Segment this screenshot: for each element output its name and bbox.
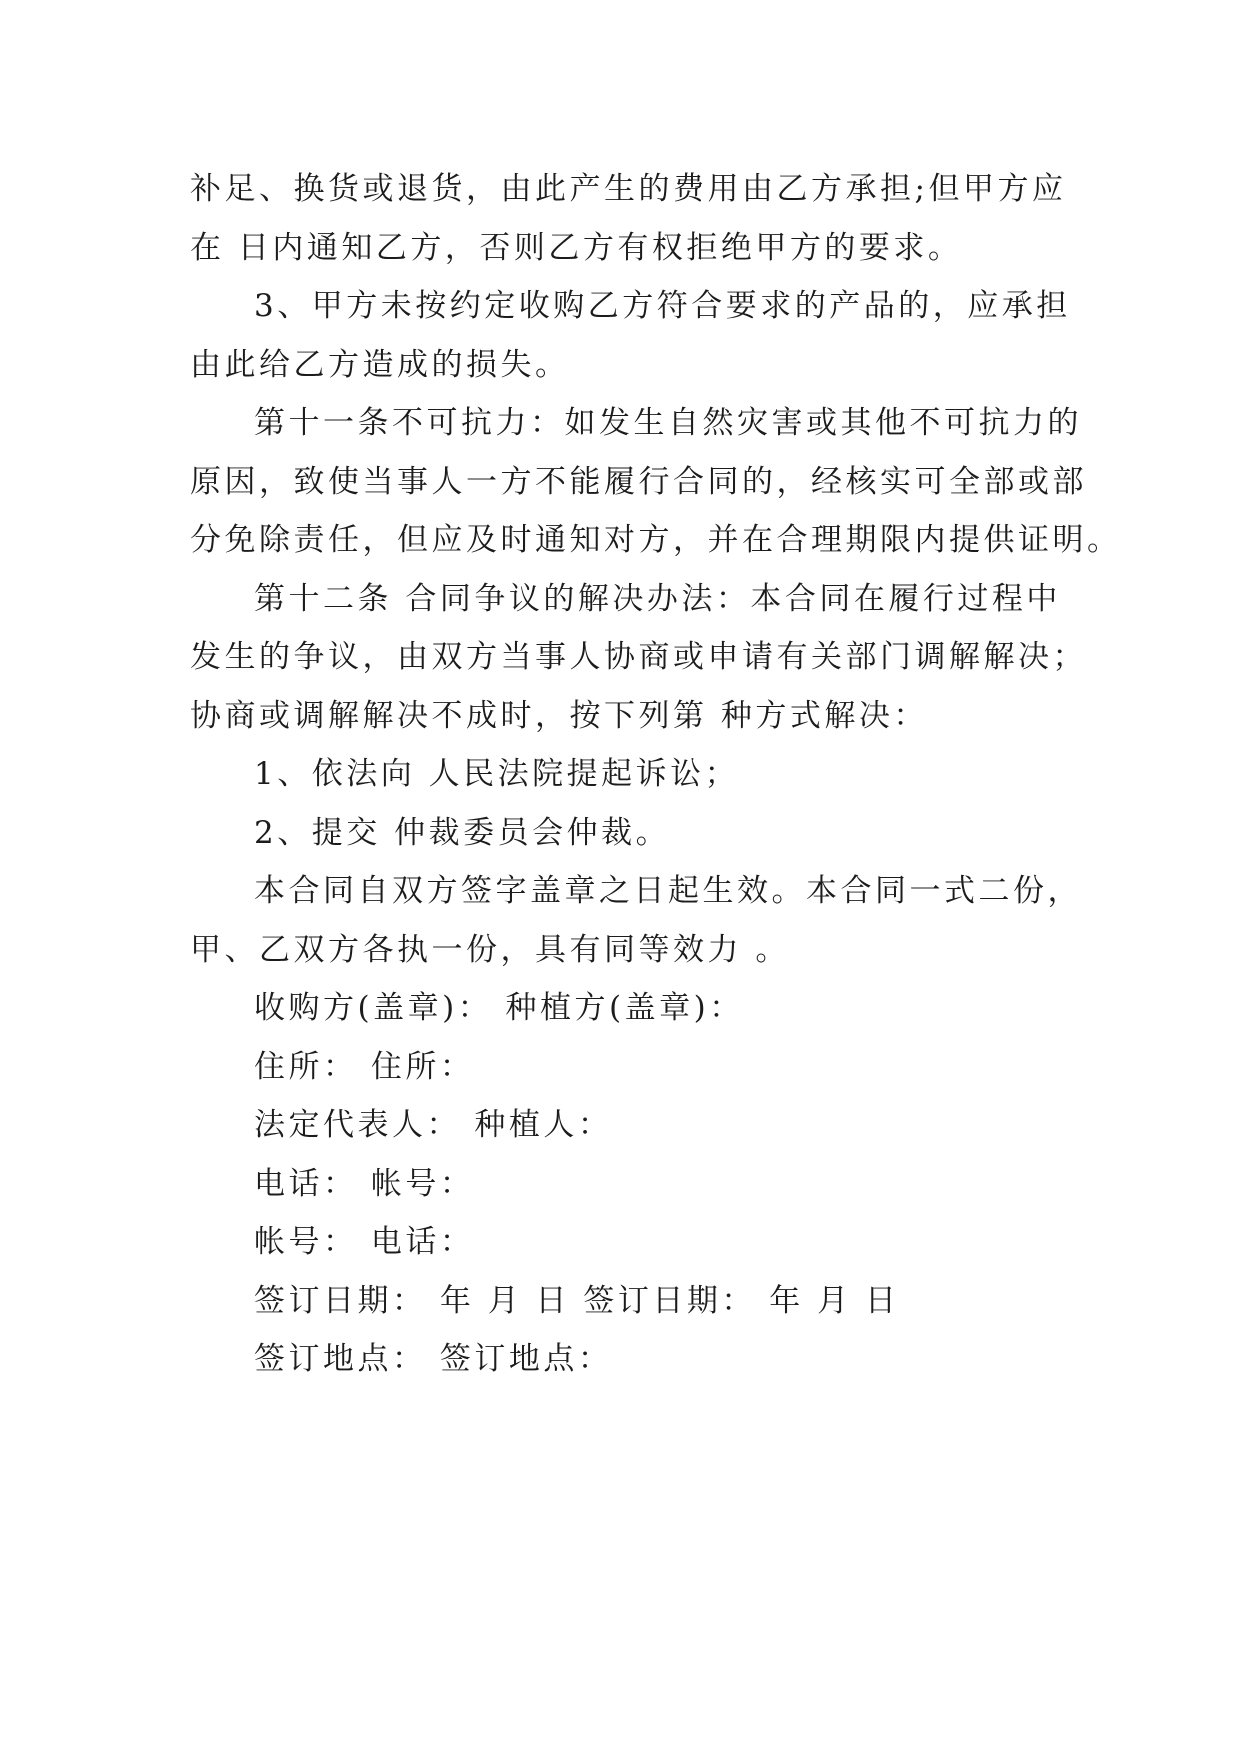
text-line: 补足、换货或退货，由此产生的费用由乙方承担;但甲方应 bbox=[190, 171, 1067, 207]
text-line: 协商或调解解决不成时，按下列第 种方式解决： bbox=[190, 697, 928, 734]
text-line: 本合同自双方签字盖章之日起生效。本合同一式二份， bbox=[254, 873, 1082, 909]
signature-line: 收购方(盖章)： 种植方(盖章)： bbox=[254, 990, 744, 1026]
text-line: 由此给乙方造成的损失。 bbox=[190, 346, 570, 383]
text-line: 在 日内通知乙方，否则乙方有权拒绝甲方的要求。 bbox=[190, 229, 963, 266]
text-line: 第十二条 合同争议的解决办法：本合同在履行过程中 bbox=[254, 580, 1061, 617]
signature-line: 住所： 住所： bbox=[254, 1048, 475, 1085]
signature-line: 电话： 帐号： bbox=[254, 1165, 475, 1202]
text-line: 3、甲方未按约定收购乙方符合要求的产品的，应承担 bbox=[254, 288, 1071, 324]
text-line: 发生的争议，由双方当事人协商或申请有关部门调解解决； bbox=[190, 639, 1087, 675]
text-line: 原因，致使当事人一方不能履行合同的，经核实可全部或部 bbox=[190, 463, 1087, 500]
signature-line: 签订地点： 签订地点： bbox=[254, 1341, 613, 1377]
contract-text bbox=[190, 160, 1122, 1389]
signature-line: 帐号： 电话： bbox=[254, 1224, 475, 1260]
signature-line: 签订日期： 年 月 日 签订日期： 年 月 日 bbox=[254, 1282, 900, 1319]
text-line: 分免除责任，但应及时通知对方，并在合理期限内提供证明。 bbox=[190, 522, 1122, 558]
text-line: 甲、乙双方各执一份，具有同等效力 。 bbox=[190, 931, 790, 968]
signature-line: 法定代表人： 种植人： bbox=[254, 1107, 613, 1143]
text-line: 第十一条不可抗力：如发生自然灾害或其他不可抗力的 bbox=[254, 405, 1082, 441]
text-line: 2、提交 仲裁委员会仲裁。 bbox=[254, 814, 671, 851]
text-line: 1、依法向 人民法院提起诉讼； bbox=[254, 756, 740, 792]
